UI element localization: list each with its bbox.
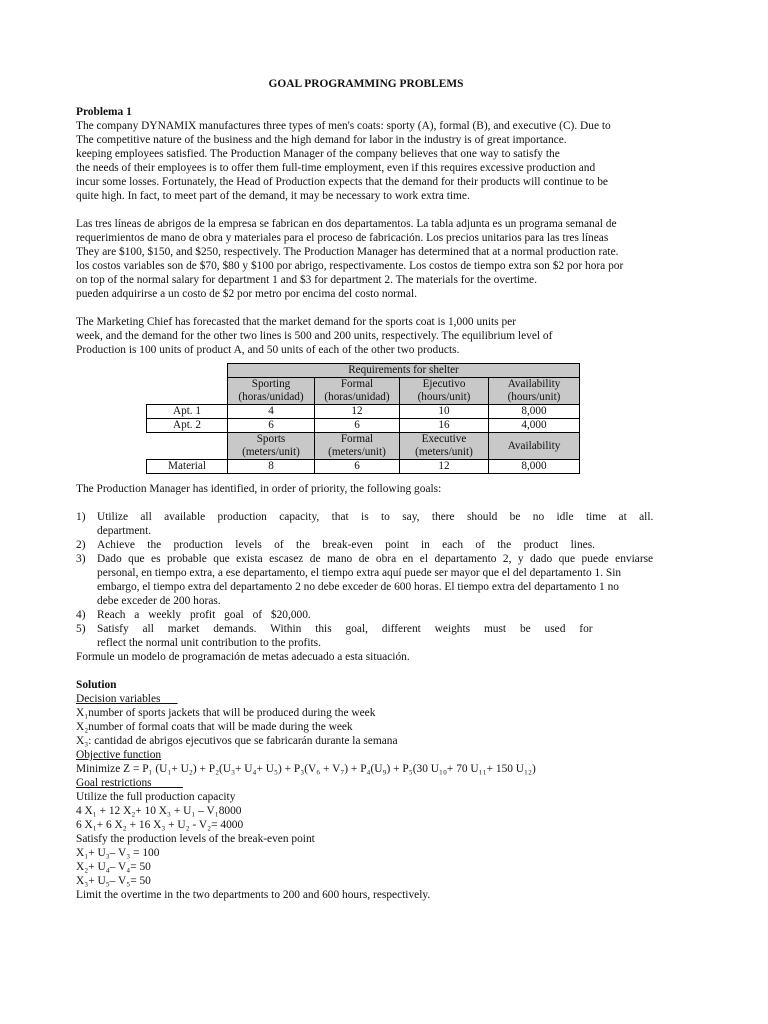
- requirements-table: [146, 363, 580, 474]
- column-header: Formal (meters/unit): [315, 433, 400, 460]
- text-line: personal, en tiempo extra, a ese departamento, el tiempo extra aquí puede ser mayor que el del departamento 1. Sin: [97, 567, 622, 579]
- column-header: Sporting (horas/unidad): [228, 378, 315, 405]
- paragraph-departments: [76, 217, 736, 301]
- restriction-line: X₂+ U₄– V₄= 50: [76, 861, 151, 873]
- text-line: Satisfy all market demands. Within this goal, different weights must be used for: [97, 623, 593, 635]
- text-line: week, and the demand for the other two lines is 500 and 200 units, respectively. The equilibrium level of: [76, 330, 553, 342]
- text-line: Utilize all available production capacity, that is to say, there should be no idle time at all.: [97, 511, 654, 523]
- text-line: pueden adquirirse a un costo de $2 por metro por encima del costo normal.: [76, 288, 417, 300]
- text-line: The competitive nature of the business and the high demand for labor in the industry is of great importance.: [76, 134, 567, 146]
- table-header-row: [147, 364, 580, 378]
- row-label: Material: [147, 460, 228, 474]
- table-cell: 8,000: [489, 405, 580, 419]
- table-cell: 4,000: [489, 419, 580, 433]
- list-item: 1) Utilize all available production capacity, that is to say, there should be no idle time at all. department.: [76, 510, 736, 538]
- objective-function-heading: Objective function: [76, 749, 162, 761]
- solution-section: [76, 678, 736, 902]
- objective-function: Minimize Z = P₁ (U₁+ U₂) + P₂(U₃+ U₄+ U₅) + P₃(V₆ + V₇) + P₄(U₉) + P₅(30 U₁₀+ 70 U₁₁+ 150 U₁₂): [76, 763, 536, 775]
- table-title: Requirements for shelter: [228, 364, 580, 378]
- decision-variables-heading: Decision variables: [76, 693, 161, 705]
- paragraph-marketing: [76, 315, 736, 357]
- column-header: Formal (horas/unidad): [315, 378, 400, 405]
- restriction-line: Limit the overtime in the two departments to 200 and 600 hours, respectively.: [76, 889, 431, 901]
- list-item: 5) Satisfy all market demands. Within this goal, different weights must be used for reflect the normal unit contribution to the profits.: [76, 622, 736, 650]
- text-line: Production is 100 units of product A, and 50 units of each of the other two products.: [76, 344, 460, 356]
- table-cell: 12: [400, 460, 489, 474]
- restriction-line: Satisfy the production levels of the break-even point: [76, 833, 315, 845]
- column-header: Executive (meters/unit): [400, 433, 489, 460]
- text-line: Las tres líneas de abrigos de la empresa se fabrican en dos departamentos. La tabla adjunta es un programa semanal de: [76, 218, 617, 230]
- solution-heading: Solution: [76, 679, 117, 691]
- row-label: Apt. 2: [147, 419, 228, 433]
- text-line: The company DYNAMIX manufactures three types of men's coats: sporty (A), formal (B), and executive (C). Due to: [76, 120, 611, 132]
- text-line: quite high. In fact, to meet part of the demand, it may be necessary to work extra time.: [76, 190, 470, 202]
- table-column-row: [147, 433, 580, 460]
- table-cell: 6: [315, 460, 400, 474]
- restriction-line: 6 X₁+ 6 X₂ + 16 X₃ + U₂ - V₂= 4000: [76, 819, 244, 831]
- text-line: debe exceder de 200 horas.: [97, 595, 221, 607]
- text-line: Dado que es probable que exista escasez de mano de obra en el departamento 2, y dado que puede enviarse: [97, 553, 654, 565]
- text-line: the needs of their employees is to offer them full-time employment, even if this requires excessive production and: [76, 162, 596, 174]
- text-line: They are $100, $150, and $250, respectively. The Production Manager has determined that at a normal production rate.: [76, 246, 619, 258]
- text-line: on top of the normal salary for department 1 and $3 for department 2. The materials for the overtime.: [76, 274, 537, 286]
- table-cell: 8: [228, 460, 315, 474]
- column-header: Availability: [489, 433, 580, 460]
- table-cell: 12: [315, 405, 400, 419]
- table-row: [147, 405, 580, 419]
- column-header: Ejecutivo (hours/unit): [400, 378, 489, 405]
- table-cell: 4: [228, 405, 315, 419]
- text-line: Reach a weekly profit goal of $20,000.: [97, 609, 311, 621]
- variable-definition: X₂number of formal coats that will be made during the week: [76, 721, 353, 733]
- document-page: [76, 77, 736, 902]
- text-line: embargo, el tiempo extra del departamento 2 no debe exceder de 600 horas. El tiempo extra del departamento 1 no: [97, 581, 619, 593]
- document-title: GOAL PROGRAMMING PROBLEMS: [268, 78, 464, 90]
- goals-list: [76, 510, 736, 650]
- variable-definition: X₁number of sports jackets that will be produced during the week: [76, 707, 376, 719]
- text-line: The Marketing Chief has forecasted that the market demand for the sports coat is 1,000 units per: [76, 316, 516, 328]
- list-item: 2) Achieve the production levels of the break-even point in each of the product lines.: [76, 538, 736, 552]
- table-cell: 6: [228, 419, 315, 433]
- restriction-line: X₃+ U₅– V₅= 50: [76, 875, 151, 887]
- text-line: reflect the normal unit contribution to the profits.: [97, 637, 321, 649]
- table-cell: 10: [400, 405, 489, 419]
- formulate-instruction: Formule un modelo de programación de metas adecuado a esta situación.: [76, 651, 410, 663]
- restriction-line: X₁+ U₃– V₃ = 100: [76, 847, 160, 859]
- table-row: [147, 460, 580, 474]
- text-line: los costos variables son de $70, $80 y $100 por abrigo, respectivamente. Los costos de tiempo extra son $2 por hora por: [76, 260, 624, 272]
- text-line: requerimientos de mano de obra y materiales para el proceso de fabricación. Los precios unitarios para las tres líneas: [76, 232, 609, 244]
- list-item: 4) Reach a weekly profit goal of $20,000.: [76, 608, 736, 622]
- text-line: Achieve the production levels of the break-even point in each of the product lines.: [97, 539, 595, 551]
- table-cell: 6: [315, 419, 400, 433]
- restriction-line: 4 X₁ + 12 X₂+ 10 X₃ + U₁ – V₁8000: [76, 805, 242, 817]
- list-item: 3) Dado que es probable que exista escasez de mano de obra en el departamento 2, y dado que puede enviarse personal, en tiempo extra, a ese departamento, el tiempo extra aquí puede ser mayor que el del departamento 1. Sin embargo, el tiempo extra del departamento 2 no debe exceder de 600 horas. El tiempo extra del departamento 1 no debe exceder de 200 horas.: [76, 552, 736, 608]
- row-label: Apt. 1: [147, 405, 228, 419]
- column-header: Sports (meters/unit): [228, 433, 315, 460]
- text-line: keeping employees satisfied. The Production Manager of the company believes that one way to satisfy the: [76, 148, 560, 160]
- goal-restrictions-heading: Goal restrictions: [76, 777, 152, 789]
- problem-heading: Problema 1: [76, 106, 132, 118]
- column-header: Availability (hours/unit): [489, 378, 580, 405]
- variable-definition: X₃: cantidad de abrigos ejecutivos que se fabricarán durante la semana: [76, 735, 398, 747]
- paragraph-intro: [76, 119, 736, 203]
- table-row: [147, 419, 580, 433]
- table-cell: 8,000: [489, 460, 580, 474]
- table-column-row: [147, 378, 580, 405]
- restriction-line: Utilize the full production capacity: [76, 791, 236, 803]
- text-line: department.: [97, 525, 152, 537]
- table-cell: 16: [400, 419, 489, 433]
- goals-intro: The Production Manager has identified, in order of priority, the following goals:: [76, 483, 442, 495]
- text-line: incur some losses. Fortunately, the Head of Production expects that the demand for their products will continue to be: [76, 176, 608, 188]
